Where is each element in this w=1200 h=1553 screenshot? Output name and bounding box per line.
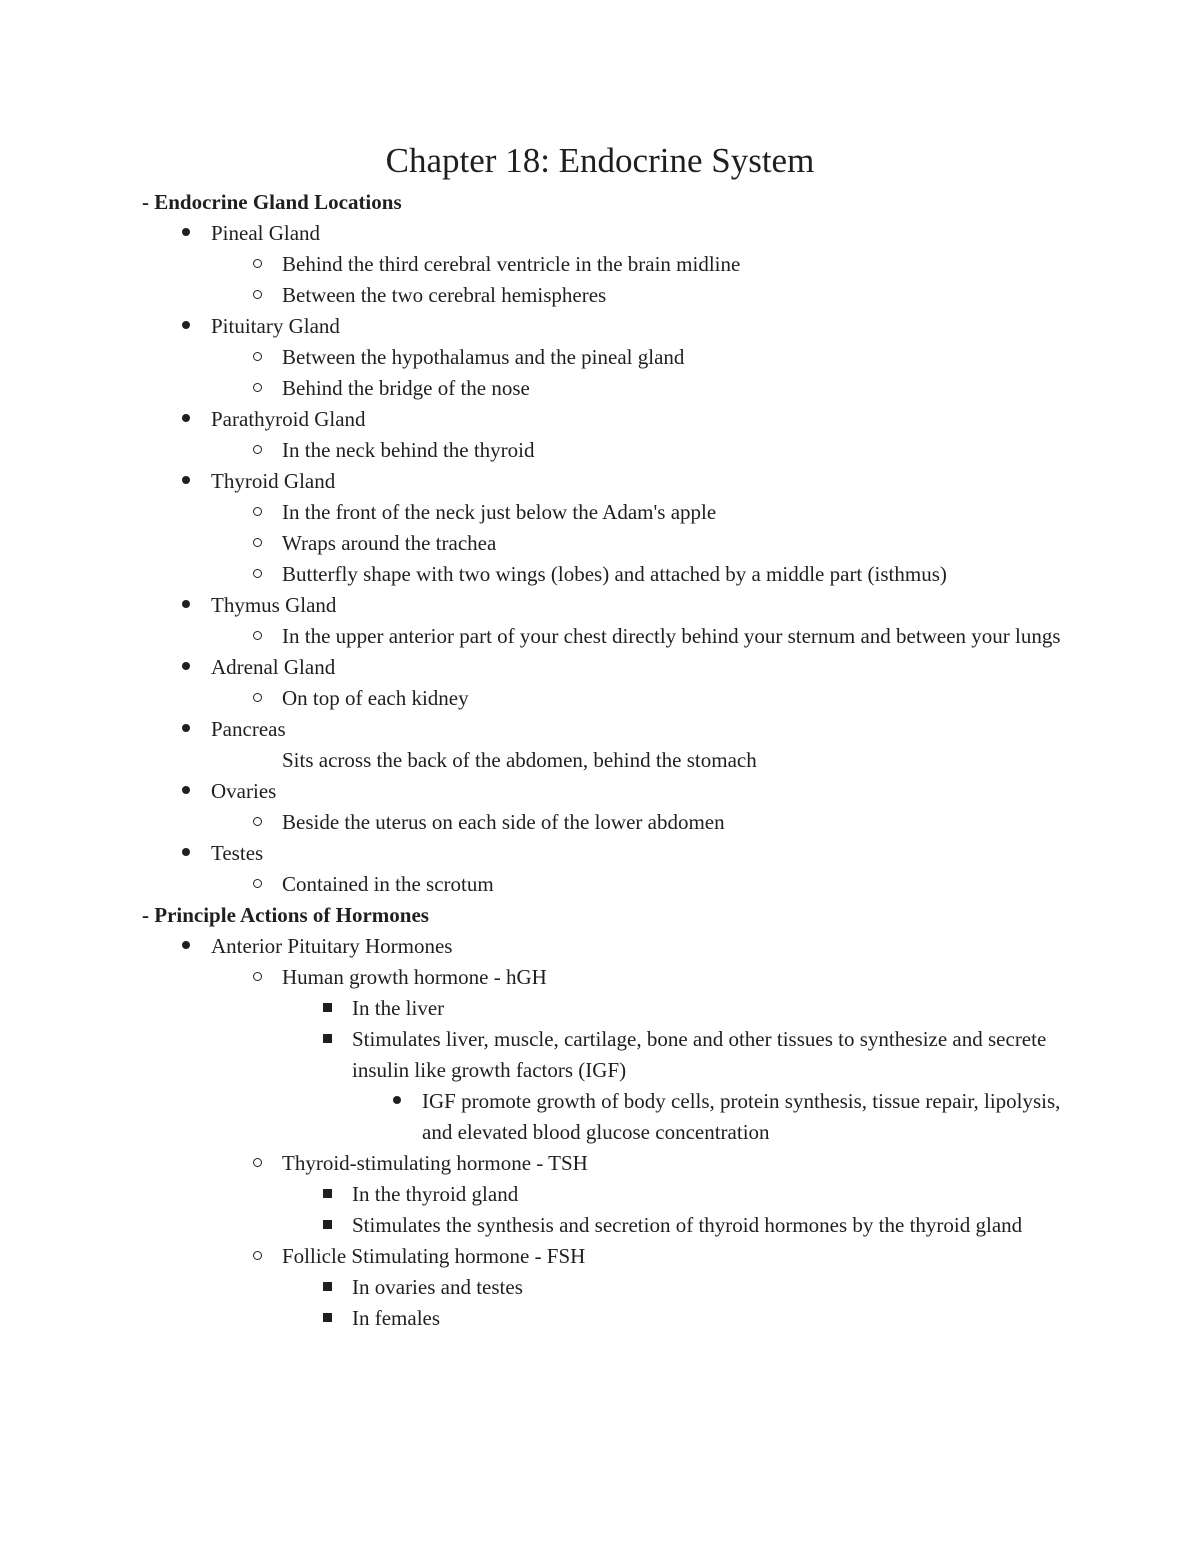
list-detail-item bbox=[142, 1272, 1072, 1303]
list-subitem bbox=[142, 621, 1072, 652]
bullet-circle-icon bbox=[247, 497, 267, 528]
bullet-circle-icon bbox=[247, 528, 267, 559]
list-subitem-text: Thyroid-stimulating hormone - TSH bbox=[282, 1151, 588, 1175]
bullet-dot-icon bbox=[176, 404, 196, 435]
list-subitem-text: Human growth hormone - hGH bbox=[282, 965, 547, 989]
bullet-circle-icon bbox=[247, 962, 267, 993]
list-item-label: Pituitary Gland bbox=[211, 314, 340, 338]
bullet-dot-icon bbox=[176, 838, 196, 869]
bullet-dot-icon bbox=[387, 1086, 407, 1117]
list-subitem bbox=[142, 435, 1072, 466]
list-item-ovaries bbox=[142, 776, 1072, 807]
document-body bbox=[142, 187, 1072, 1334]
list-detail-text: In the liver bbox=[352, 996, 445, 1020]
list-item-anterior-pituitary bbox=[142, 931, 1072, 962]
list-subitem-text: Butterfly shape with two wings (lobes) and attached by a middle part (isthmus) bbox=[282, 562, 947, 586]
list-subitem-text: On top of each kidney bbox=[282, 686, 469, 710]
list-item-testes bbox=[142, 838, 1072, 869]
list-subitem bbox=[142, 869, 1072, 900]
list-subitem bbox=[142, 559, 1072, 590]
bullet-square-icon bbox=[317, 1303, 337, 1334]
list-subitem bbox=[142, 249, 1072, 280]
bullet-dot-icon bbox=[176, 590, 196, 621]
bullet-square-icon bbox=[317, 1179, 337, 1210]
list-subitem bbox=[142, 497, 1072, 528]
bullet-square-icon bbox=[317, 993, 337, 1024]
list-detail-item bbox=[142, 993, 1072, 1024]
bullet-dot-icon bbox=[176, 776, 196, 807]
list-subdetail-text: IGF promote growth of body cells, protein synthesis, tissue repair, lipolysis, and elevated blood glucose concentration bbox=[422, 1089, 1061, 1144]
list-subitem bbox=[142, 807, 1072, 838]
list-detail-text: In the thyroid gland bbox=[352, 1182, 519, 1206]
bullet-dot-icon bbox=[176, 311, 196, 342]
list-subitem-text: In the neck behind the thyroid bbox=[282, 438, 535, 462]
bullet-dot-icon bbox=[176, 931, 196, 962]
list-subdetail-item bbox=[142, 1086, 1072, 1148]
list-item-label: Adrenal Gland bbox=[211, 655, 336, 679]
bullet-dot-icon bbox=[176, 218, 196, 249]
list-subitem-hgh bbox=[142, 962, 1072, 993]
list-subitem-text: Follicle Stimulating hormone - FSH bbox=[282, 1244, 586, 1268]
bullet-square-icon bbox=[317, 1024, 337, 1055]
list-item-label: Thymus Gland bbox=[211, 593, 337, 617]
list-subitem-note bbox=[142, 745, 1072, 776]
list-detail-item bbox=[142, 1210, 1072, 1241]
page-title: Chapter 18: Endocrine System bbox=[385, 141, 815, 180]
bullet-circle-icon bbox=[247, 807, 267, 838]
list-detail-text: Stimulates liver, muscle, cartilage, bone and other tissues to synthesize and secrete insulin like growth factors (IGF) bbox=[352, 1027, 1047, 1082]
list-subitem-text: Between the hypothalamus and the pineal gland bbox=[282, 345, 685, 369]
list-item-thymus-gland bbox=[142, 590, 1072, 621]
list-subitem-fsh bbox=[142, 1241, 1072, 1272]
list-item-pineal-gland bbox=[142, 218, 1072, 249]
bullet-circle-icon bbox=[247, 559, 267, 590]
list-subitem-text: Contained in the scrotum bbox=[282, 872, 494, 896]
list-subitem-text: In the upper anterior part of your chest directly behind your sternum and between your lungs bbox=[282, 624, 1061, 648]
list-detail-item bbox=[142, 1179, 1072, 1210]
bullet-circle-icon bbox=[247, 683, 267, 714]
list-subitem-text: Between the two cerebral hemispheres bbox=[282, 283, 607, 307]
list-subitem bbox=[142, 683, 1072, 714]
bullet-dot-icon bbox=[176, 714, 196, 745]
bullet-dot-icon bbox=[176, 652, 196, 683]
list-item-adrenal-gland bbox=[142, 652, 1072, 683]
bullet-circle-icon bbox=[247, 342, 267, 373]
list-subitem-text: Sits across the back of the abdomen, behind the stomach bbox=[282, 748, 757, 772]
list-detail-text: In females bbox=[352, 1306, 441, 1330]
bullet-circle-icon bbox=[247, 249, 267, 280]
list-subitem-text: Behind the third cerebral ventricle in the brain midline bbox=[282, 252, 741, 276]
list-subitem-text: Wraps around the trachea bbox=[282, 531, 497, 555]
bullet-circle-icon bbox=[247, 280, 267, 311]
section-heading-gland-locations: - Endocrine Gland Locations bbox=[142, 190, 402, 214]
list-item-label: Anterior Pituitary Hormones bbox=[211, 934, 453, 958]
list-subitem bbox=[142, 342, 1072, 373]
list-subitem-text: Beside the uterus on each side of the lower abdomen bbox=[282, 810, 725, 834]
list-item-label: Testes bbox=[211, 841, 264, 865]
bullet-square-icon bbox=[317, 1272, 337, 1303]
bullet-circle-icon bbox=[247, 373, 267, 404]
list-item-pancreas bbox=[142, 714, 1072, 745]
bullet-circle-icon bbox=[247, 435, 267, 466]
list-subitem bbox=[142, 280, 1072, 311]
list-item-label: Pineal Gland bbox=[211, 221, 321, 245]
list-subitem-text: Behind the bridge of the nose bbox=[282, 376, 530, 400]
list-subitem-tsh bbox=[142, 1148, 1072, 1179]
list-detail-text: In ovaries and testes bbox=[352, 1275, 523, 1299]
list-subitem-text: In the front of the neck just below the Adam's apple bbox=[282, 500, 717, 524]
bullet-circle-icon bbox=[247, 621, 267, 652]
list-item-label: Parathyroid Gland bbox=[211, 407, 366, 431]
bullet-square-icon bbox=[317, 1210, 337, 1241]
list-item-label: Thyroid Gland bbox=[211, 469, 336, 493]
list-item-pituitary-gland bbox=[142, 311, 1072, 342]
list-subitem bbox=[142, 528, 1072, 559]
list-item-label: Pancreas bbox=[211, 717, 286, 741]
bullet-circle-icon bbox=[247, 1241, 267, 1272]
list-detail-item bbox=[142, 1303, 1072, 1334]
list-detail-text: Stimulates the synthesis and secretion of thyroid hormones by the thyroid gland bbox=[352, 1213, 1023, 1237]
section-heading-hormone-actions: - Principle Actions of Hormones bbox=[142, 903, 429, 927]
list-detail-item bbox=[142, 1024, 1072, 1086]
list-item-parathyroid-gland bbox=[142, 404, 1072, 435]
bullet-dot-icon bbox=[176, 466, 196, 497]
bullet-circle-icon bbox=[247, 869, 267, 900]
list-item-thyroid-gland bbox=[142, 466, 1072, 497]
bullet-circle-icon bbox=[247, 1148, 267, 1179]
list-subitem bbox=[142, 373, 1072, 404]
list-item-label: Ovaries bbox=[211, 779, 277, 803]
